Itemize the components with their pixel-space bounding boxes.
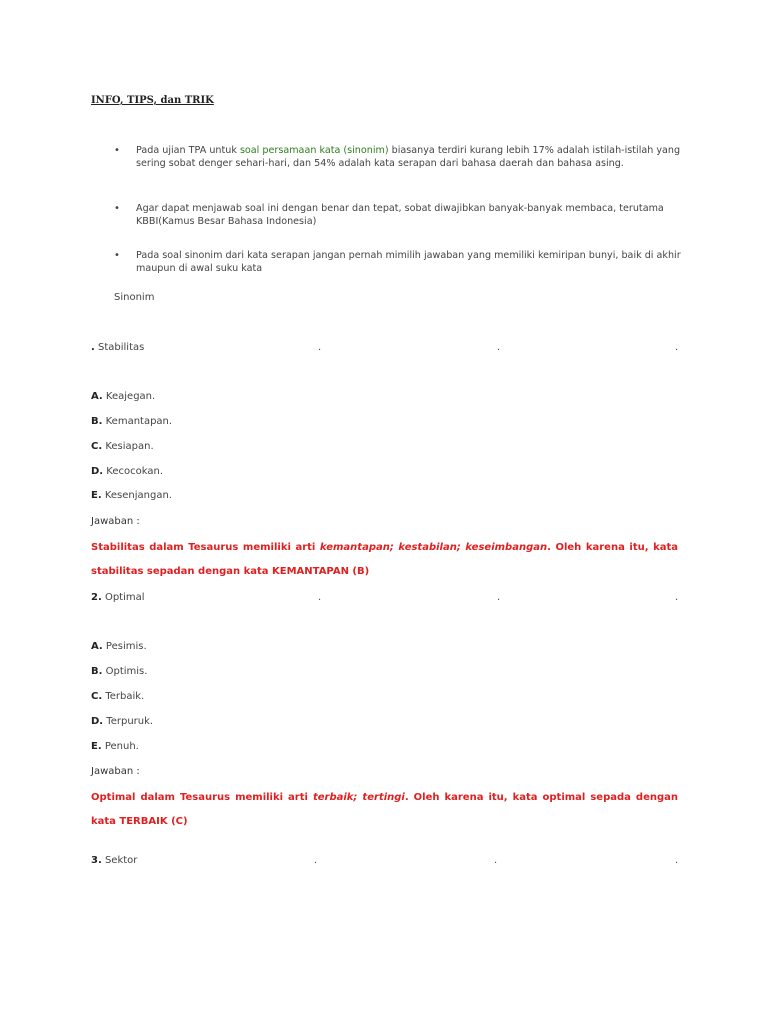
bullet-text-1 <box>136 144 681 170</box>
question-1 <box>91 342 681 353</box>
option-letter: A. <box>91 391 103 402</box>
answer-label-colon: : <box>136 516 140 527</box>
option-text: Kesiapan. <box>105 441 154 452</box>
option-letter: D. <box>91 716 104 727</box>
question-word: Sektor <box>104 855 138 866</box>
bullet-dot: • <box>114 250 120 261</box>
bullet-1-pre: Pada ujian TPA untuk <box>136 145 240 156</box>
dot-separator: . <box>318 342 322 353</box>
option-d <box>91 716 153 727</box>
page-heading: INFO, TIPS, dan TRIK <box>91 95 214 106</box>
answer-label-colon: : <box>136 766 140 777</box>
answer-post: . Oleh karena itu, kata stabilitas sepadan dengan kata KEMANTAPAN (B) <box>91 542 679 577</box>
dot-separator: . <box>497 592 501 603</box>
answer-post: . Oleh karena itu, kata optimal sepada dengan kata TERBAIK (C) <box>91 792 678 827</box>
bullet-1-link[interactable]: soal persamaan kata (sinonim) <box>239 145 389 156</box>
option-letter: A. <box>91 641 103 652</box>
option-letter: E. <box>91 490 102 501</box>
option-letter: B. <box>91 666 103 677</box>
answer-pre: Optimal dalam Tesaurus memiliki arti <box>91 792 313 803</box>
option-text: Terbaik. <box>105 691 145 702</box>
answer-label <box>91 766 140 777</box>
option-b <box>91 666 147 677</box>
option-letter: C. <box>91 691 103 702</box>
option-text: Optimis. <box>105 666 148 677</box>
option-e <box>91 741 139 752</box>
bullet-text-2: Agar dapat menjawab soal ini dengan benar dan tepat, sobat diwajibkan banyak-banyak membaca, terutama KBBI(Kamus Besar Bahasa Indonesia) <box>136 203 664 227</box>
question-number: . <box>91 342 95 353</box>
dot-separator: . <box>318 592 322 603</box>
section-label: Sinonim <box>114 292 155 303</box>
bullet-dot: • <box>114 145 120 156</box>
question-2 <box>91 592 681 603</box>
answer-explanation-2 <box>91 786 678 834</box>
option-text: Penuh. <box>104 741 139 752</box>
answer-label-text: Jawaban <box>91 516 134 527</box>
option-d <box>91 466 163 477</box>
bullet-text-3: Pada soal sinonim dari kata serapan jangan pernah mimilih jawaban yang memiliki kemiripan bunyi, baik di akhir maupun di awal suku kata <box>136 250 681 274</box>
dot-separator: . <box>675 342 679 353</box>
option-text: Terpuruk. <box>106 716 154 727</box>
option-text: Kemantapan. <box>105 416 173 427</box>
question-number: 2. <box>91 592 102 603</box>
option-text: Pesimis. <box>105 641 147 652</box>
question-word: Optimal <box>104 592 145 603</box>
option-a <box>91 641 147 652</box>
option-letter: D. <box>91 466 104 477</box>
answer-label <box>91 516 140 527</box>
option-letter: E. <box>91 741 102 752</box>
dot-separator: . <box>494 855 498 866</box>
answer-italic: kemantapan; kestabilan; keseimbangan <box>319 542 548 553</box>
option-text: Kecocokan. <box>106 466 164 477</box>
dot-separator: . <box>314 855 318 866</box>
question-3 <box>91 855 681 866</box>
dot-separator: . <box>675 592 679 603</box>
answer-italic: terbaik; tertingi <box>312 792 405 803</box>
option-text: Keajegan. <box>105 391 156 402</box>
option-e <box>91 490 172 501</box>
option-a <box>91 391 155 402</box>
option-c <box>91 441 154 452</box>
answer-pre: Stabilitas dalam Tesaurus memiliki arti <box>91 542 320 553</box>
option-b <box>91 416 172 427</box>
dot-separator: . <box>497 342 501 353</box>
answer-explanation-1 <box>91 536 678 584</box>
option-c <box>91 691 144 702</box>
dot-separator: . <box>675 855 679 866</box>
bullet-dot: • <box>114 203 120 214</box>
option-letter: B. <box>91 416 103 427</box>
bullet-1-post: biasanya terdiri kurang lebih 17% adalah istilah-istilah yang sering sobat denger sehari-hari, dan 54% adalah kata serapan dari bahasa daerah dan bahasa asing. <box>136 145 681 169</box>
question-number: 3. <box>91 855 102 866</box>
option-letter: C. <box>91 441 103 452</box>
answer-label-text: Jawaban <box>91 766 134 777</box>
question-word: Stabilitas <box>98 342 145 353</box>
option-text: Kesenjangan. <box>104 490 172 501</box>
